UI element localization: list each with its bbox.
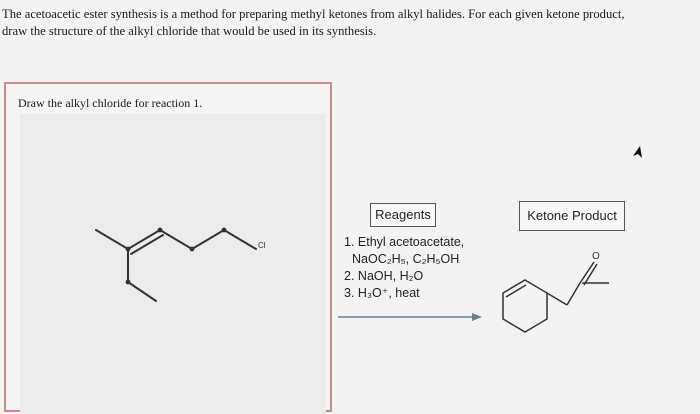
question-text (2, 6, 692, 40)
cyclohexene-ring (503, 280, 547, 332)
ketone-product-structure (495, 245, 645, 345)
step-text: H₃O⁺, heat (357, 286, 420, 300)
atom-node (158, 228, 163, 233)
step-number: 1. (344, 235, 355, 249)
bond (160, 230, 192, 249)
mouse-cursor-icon (632, 146, 644, 160)
atom-node (190, 247, 195, 252)
ketone-product-label: Ketone Product (519, 201, 625, 231)
step-text: NaOH, H₂O (357, 269, 424, 283)
reaction-arrow-icon (336, 310, 486, 324)
drawing-panel (4, 82, 332, 412)
bond (224, 230, 256, 249)
bond (567, 283, 580, 305)
reagent-step-1 (344, 234, 464, 251)
bond (192, 230, 224, 249)
reagent-step-3 (344, 285, 464, 302)
question-line-1: The acetoacetic ester synthesis is a method for preparing methyl ketones from alkyl halides. For each given ketone product, (2, 7, 625, 21)
step-number: 3. (344, 286, 355, 300)
atom-node (126, 280, 131, 285)
atom-node (126, 247, 131, 252)
step-number: 2. (344, 269, 355, 283)
reagent-list (344, 234, 464, 302)
bond (128, 282, 156, 301)
drawing-canvas[interactable] (20, 114, 326, 414)
reagent-step-2 (344, 268, 464, 285)
drawing-prompt: Draw the alkyl chloride for reaction 1. (18, 96, 203, 110)
oxygen-label: O (592, 251, 600, 262)
atom-node (222, 228, 227, 233)
step-text: NaOC₂H₅, C₂H₅OH (352, 252, 460, 266)
reagent-step-1b (344, 251, 464, 268)
bond (547, 293, 567, 305)
chlorine-label: Cl (258, 241, 266, 250)
ring-double-bond (506, 285, 526, 297)
alkyl-chloride-structure (20, 114, 326, 414)
reagents-label: Reagents (370, 203, 436, 227)
step-text: Ethyl acetoacetate, (357, 235, 465, 249)
question-line-2: draw the structure of the alkyl chloride that would be used in its synthesis. (2, 24, 377, 38)
bond (96, 230, 128, 249)
